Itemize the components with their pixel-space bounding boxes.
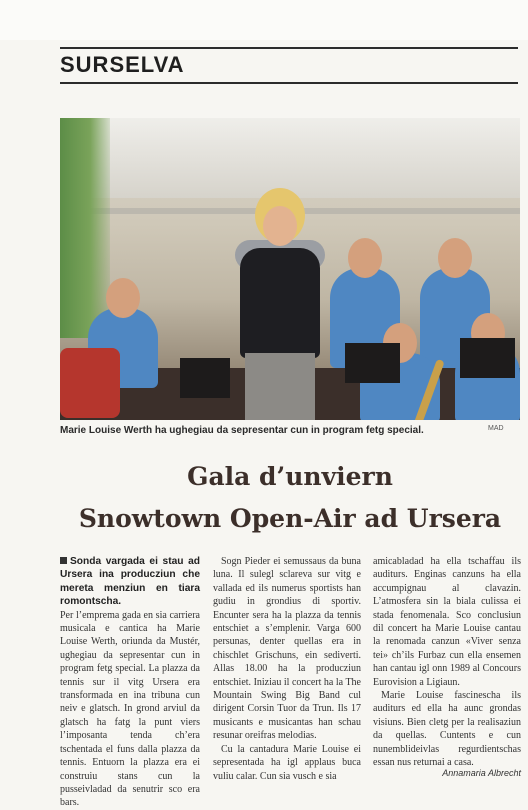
headline-line-1: Gala d’unviern (187, 462, 393, 491)
headline-line-2: Snowtown Open-Air ad Ursera (78, 504, 502, 533)
music-stand (345, 343, 400, 383)
singer (235, 188, 325, 420)
article-paragraph: Per l’emprema gada en sia carriera musicala e cantica ha Marie Louise Werth, oriunda da Mustér, ughegiau da sepresentar cun in program fetg special. La plazza da tennis sur il vitg Ursera era transformada en ina tribuna cun neiv e glatsch. In grond arviul da glatsch ha fatg la punt viers l’imposanta tenda ch’era tschentada el funs dalla plazza da tennis. Entuorn la plazza era ei construiu stans cun la pusseivladad da senutrir sco era bars. (60, 609, 200, 809)
concert-photo (60, 118, 520, 420)
section-title: SURSELVA (60, 52, 185, 77)
lead-square-icon (60, 557, 67, 564)
tent-roof (60, 118, 520, 198)
article-paragraph: Marie Louise fascinescha ils auditurs ed ella ha aunc grondas visiuns. Bien cletg per la realisaziun da quellas. Cuntents e cun nunemblideivlas regurdientschas essan nus returnai a casa. (373, 690, 521, 769)
article-lead: Sonda vargada ei stau ad Ursera ina producziun che mereta menziun en tiara romontscha. (60, 556, 200, 608)
article-author: Annamaria Albrecht (442, 768, 521, 778)
article-paragraph: Sogn Pieder ei semussaus da buna luna. Il sulegl sclareva sur vitg e vallada ed ils numerus sportists han gudiu in grondius di sportiv. Encunter sera ha la plazza da tennis entschiet a s’emplenir. Varga 600 persunas, denter quellas era in chischlet Grischuns, ein sediverti. Allas 18.00 ha la producziun entschiet. Iniziau il concert ha la The Mountain Swing Big Band cul dirigent Corsin Tuor da Trun. Ils 17 musicants e musicantas han schau resunar oreifras melodias. (213, 556, 361, 742)
music-stand (460, 338, 515, 378)
page-top-margin (0, 0, 528, 40)
photo-credit: MAD (488, 425, 504, 432)
photo-caption: Marie Louise Werth ha ughegiau da sepresentar cun in program fetg special. (60, 425, 424, 436)
section-rule-bottom (60, 82, 518, 84)
green-banner (60, 118, 110, 338)
article-column-3 (373, 555, 521, 770)
article-paragraph: Cu la cantadura Marie Louise ei sepresentada ha igl applaus buca vuliu calar. Cun sia vusch e sia (213, 743, 361, 782)
article-column-1 (60, 555, 200, 810)
section-rule-top (60, 47, 518, 49)
music-stand (180, 358, 230, 398)
article-paragraph: amicabladad ha ella tschaffau ils auditurs. Enginas canzuns ha ella accumpignau al clavazin. L’atmosfera sin la biala culissa ei stada fenomenala. Sco conclusiun dil concert ha Marie Louise cantau la renomada canzun «Viver senza tei» ch’ils Furbaz cun ella ensemen han cantau igl onn 1989 al Concours Eurovision a Ligiaun. (373, 556, 521, 688)
article-column-2 (213, 555, 361, 783)
drum-kit (60, 348, 120, 418)
